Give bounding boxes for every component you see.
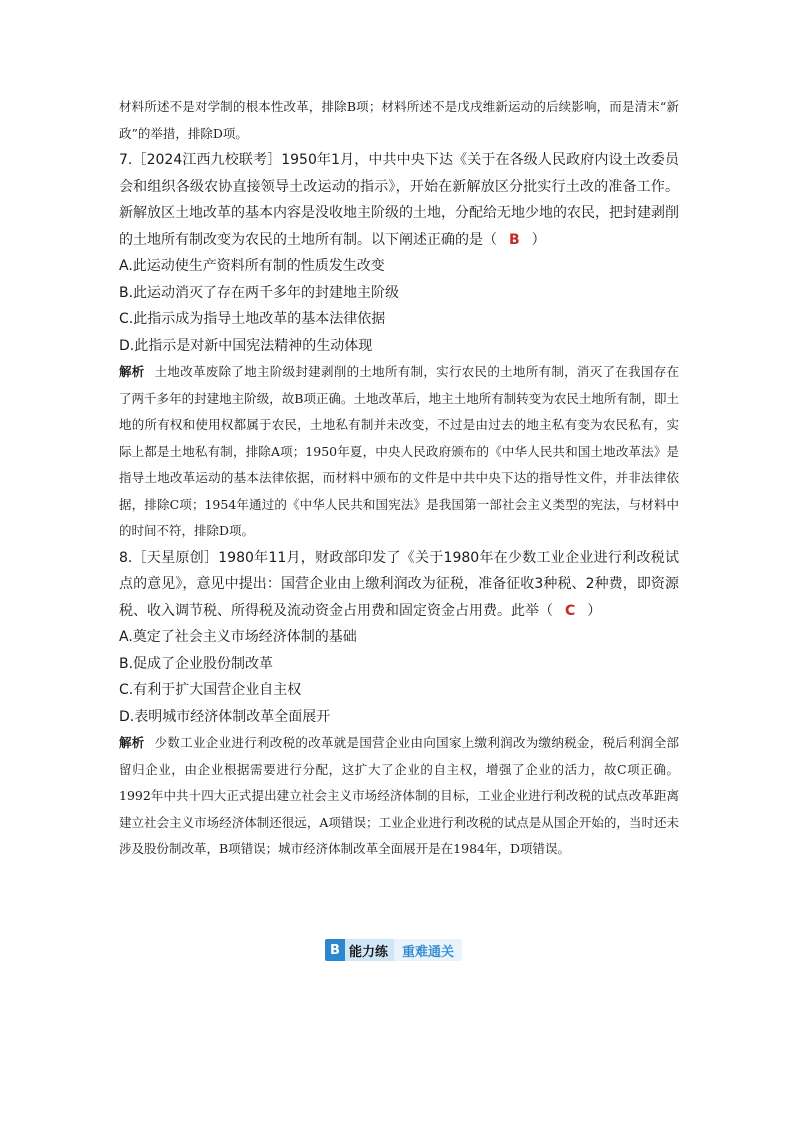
question-8-option-d: D.表明城市经济体制改革全面展开 (119, 708, 331, 725)
question-7-option-b: B.此运动消灭了存在两千多年的封建地主阶级 (119, 284, 400, 301)
intro-analysis-text: 材料所述不是对学制的根本性改革，排除B项；材料所述不是戊戌维新运动的后续影响，而是清末“新政”的举措，排除D项。 (119, 99, 679, 141)
question-7-text: 7.［2024江西九校联考］1950年1月，中共中央下达《关于在各级人民政府内设土改委员会和组织各级农协直接领导土改运动的指示》，开始在新解放区分批实行土改的准备工作。新解放区土地改革的基本内容是没收地主阶级的土地，分配给无地少地的农民，把封建剥削的土地所有制改变为农民的土地所有制。以下阐述正确的是（ (119, 152, 679, 248)
section-letter-badge: B (325, 939, 345, 961)
question-7-option-a: A.此运动使生产资料所有制的性质发生改变 (119, 258, 385, 274)
question-8-answer: C (565, 602, 576, 619)
question-7-analysis (119, 359, 679, 545)
question-8-option-c: C.有利于扩大国营企业自主权 (119, 682, 302, 698)
question-8-paren: ） (587, 602, 602, 619)
section-banner (325, 939, 462, 961)
question-8-analysis-label: 解析 (119, 735, 145, 750)
question-8-text: 8.［天星原创］1980年11月，财政部印发了《关于1980年在少数工业企业进行利改税试点的意见》，意见中提出：国营企业由上缴利润改为征税，准备征收3种税、2种费，即资源税、收入调节税、所得税及流动资金占用费和固定资金占用费。此举（ (119, 549, 679, 619)
question-7-stem (119, 147, 679, 253)
page-content (119, 94, 679, 863)
question-8-stem (119, 545, 679, 625)
question-8-analysis (119, 730, 679, 863)
intro-analysis (119, 94, 679, 147)
question-8-analysis-text: 少数工业企业进行利改税的改革就是国营企业由向国家上缴利润改为缴纳税金，税后利润全部留归企业，由企业根据需要进行分配，这扩大了企业的自主权，增强了企业的活力，故C项正确。1992年中共十四大正式提出建立社会主义市场经济体制的目标，工业企业进行利改税的试点改革距离建立社会主义市场经济体制还很远，A项错误；工业企业进行利改税的试点是从国企开始的，当时还未涉及股份制改革，B项错误；城市经济体制改革全面展开是在1984年，D项错误。 (119, 735, 679, 856)
section-subtitle: 重难通关 (394, 939, 462, 961)
question-7-analysis-text: 土地改革废除了地主阶级封建剥削的土地所有制，实行农民的土地所有制，消灭了在我国存在了两千多年的封建地主阶级，故B项正确。土地改革后，地主土地所有制转变为农民土地所有制，即土地的所有权和使用权都属于农民，土地私有制并未改变，不过是由过去的地主私有变为农民私有，实际上都是土地私有制，排除A项；1950年夏，中央人民政府颁布的《中华人民共和国土地改革法》是指导土地改革运动的基本法律依据，而材料中颁布的文件是中共中央下达的指导性文件，并非法律依据，排除C项；1954年通过的《中华人民共和国宪法》是我国第一部社会主义类型的宪法，与材料中的时间不符，排除D项。 (119, 364, 679, 538)
question-7-option-c: C.此指示成为指导土地改革的基本法律依据 (119, 311, 386, 327)
question-7-option-d: D.此指示是对新中国宪法精神的生动体现 (119, 337, 373, 354)
question-7-analysis-label: 解析 (119, 364, 145, 379)
question-8-option-b: B.促成了企业股份制改革 (119, 655, 274, 672)
section-title: 能力练 (345, 939, 394, 961)
question-8-option-a: A.奠定了社会主义市场经济体制的基础 (119, 629, 357, 645)
question-7-answer: B (509, 231, 520, 248)
question-7-paren: ） (531, 231, 546, 248)
